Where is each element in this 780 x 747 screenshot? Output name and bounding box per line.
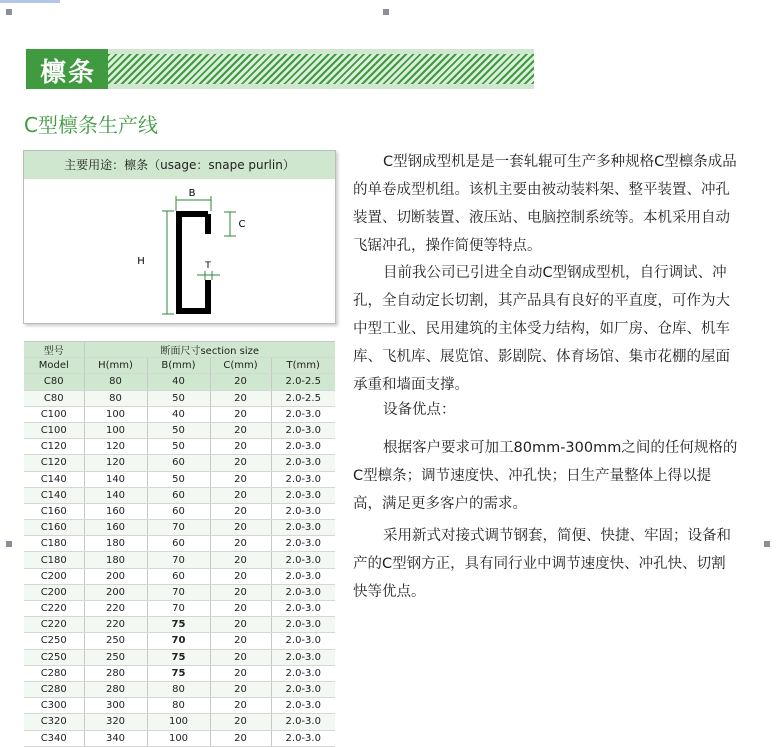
cell-value: 50 <box>147 390 210 406</box>
cell-value: 2.0-2.5 <box>271 374 335 390</box>
cell-value: 320 <box>84 714 147 730</box>
cell-model: C220 <box>24 601 84 617</box>
cell-value: 75 <box>147 649 210 665</box>
cell-model: C80 <box>24 374 84 390</box>
cell-value: 20 <box>210 455 271 471</box>
cell-value: 2.0-3.0 <box>271 552 335 568</box>
cell-model: C200 <box>24 584 84 600</box>
text-line: C型檩条；调节速度快、冲孔快；日生产量整体上得以提 <box>353 468 712 484</box>
cell-value: 20 <box>210 730 271 746</box>
cell-value: 70 <box>147 552 210 568</box>
cell-value: 60 <box>147 503 210 519</box>
cell-value: 2.0-3.0 <box>271 698 335 714</box>
cell-value: 2.0-2.5 <box>271 390 335 406</box>
cell-value: 160 <box>84 520 147 536</box>
cell-value: 20 <box>210 552 271 568</box>
cell-value: 80 <box>84 390 147 406</box>
c-profile-shape <box>179 214 208 311</box>
top-edge-line <box>0 0 60 3</box>
header-col-h: H(mm) <box>84 358 147 374</box>
table-row <box>24 617 335 633</box>
cell-model: C300 <box>24 698 84 714</box>
cell-model: C250 <box>24 649 84 665</box>
cell-value: 250 <box>84 633 147 649</box>
cell-value: 80 <box>147 698 210 714</box>
cell-value: 2.0-3.0 <box>271 503 335 519</box>
cell-value: 140 <box>84 471 147 487</box>
cell-value: 280 <box>84 681 147 697</box>
cell-value: 200 <box>84 568 147 584</box>
cell-value: 280 <box>84 665 147 681</box>
table-row <box>24 471 335 487</box>
cell-value: 20 <box>210 390 271 406</box>
table-row <box>24 422 335 438</box>
cell-model: C320 <box>24 714 84 730</box>
cell-model: C180 <box>24 536 84 552</box>
corner-mark <box>6 541 12 547</box>
cell-value: 50 <box>147 439 210 455</box>
cell-value: 250 <box>84 649 147 665</box>
text-line: 库、飞机库、展览馆、影剧院、体育场馆、集市花棚的屋面 <box>353 349 730 365</box>
cell-value: 2.0-3.0 <box>271 422 335 438</box>
table-row <box>24 568 335 584</box>
cell-value: 220 <box>84 617 147 633</box>
cell-value: 340 <box>84 730 147 746</box>
cell-value: 75 <box>147 617 210 633</box>
cell-value: 20 <box>210 471 271 487</box>
cell-value: 50 <box>147 422 210 438</box>
paragraph-advantage-1 <box>353 434 755 518</box>
cell-value: 2.0-3.0 <box>271 633 335 649</box>
dim-label-t: T <box>205 261 211 271</box>
cell-value: 40 <box>147 406 210 422</box>
cell-value: 2.0-3.0 <box>271 681 335 697</box>
cell-value: 300 <box>84 698 147 714</box>
cell-model: C100 <box>24 406 84 422</box>
cell-value: 2.0-3.0 <box>271 487 335 503</box>
cell-value: 20 <box>210 698 271 714</box>
text-line: 高，满足更多客户的需求。 <box>353 496 527 512</box>
cell-value: 20 <box>210 568 271 584</box>
text-line: 快等优点。 <box>353 584 426 600</box>
cell-value: 20 <box>210 439 271 455</box>
cell-value: 2.0-3.0 <box>271 649 335 665</box>
text-line: 飞锯冲孔，操作简便等特点。 <box>353 238 542 254</box>
cell-model: C120 <box>24 455 84 471</box>
text-line: 产的C型钢方正，具有同行业中调节速度快、冲孔快、切割 <box>353 556 726 572</box>
text-line: 孔，全自动定长切割，其产品具有良好的平直度，可作为大 <box>353 293 730 309</box>
text-line: 设备优点： <box>383 402 456 418</box>
cell-model: C120 <box>24 439 84 455</box>
paragraph-intro <box>353 148 755 260</box>
cell-value: 2.0-3.0 <box>271 406 335 422</box>
cell-value: 20 <box>210 649 271 665</box>
cell-value: 160 <box>84 503 147 519</box>
corner-mark <box>383 9 389 15</box>
cell-model: C280 <box>24 681 84 697</box>
table-row <box>24 730 335 746</box>
cell-value: 60 <box>147 455 210 471</box>
cell-model: C180 <box>24 552 84 568</box>
cell-model: C340 <box>24 730 84 746</box>
dim-label-c: C <box>238 219 246 230</box>
paragraph-advantages-heading <box>353 396 755 424</box>
header-section: 断面尺寸section size <box>84 342 335 358</box>
cell-value: 140 <box>84 487 147 503</box>
corner-mark <box>764 541 770 547</box>
cell-value: 20 <box>210 503 271 519</box>
cell-value: 100 <box>84 406 147 422</box>
cell-model: C100 <box>24 422 84 438</box>
table-row <box>24 714 335 730</box>
cell-value: 120 <box>84 439 147 455</box>
cell-value: 220 <box>84 601 147 617</box>
table-row <box>24 406 335 422</box>
cell-model: C160 <box>24 503 84 519</box>
cell-model: C80 <box>24 390 84 406</box>
text-line: 装置、切断装置、液压站、电脑控制系统等。本机采用自动 <box>353 210 730 226</box>
cell-value: 100 <box>84 422 147 438</box>
header-type: 型号 <box>24 342 84 358</box>
cell-value: 20 <box>210 422 271 438</box>
cell-value: 100 <box>147 714 210 730</box>
cell-value: 2.0-3.0 <box>271 617 335 633</box>
table-row <box>24 601 335 617</box>
cell-model: C140 <box>24 471 84 487</box>
cell-value: 20 <box>210 714 271 730</box>
table-row <box>24 698 335 714</box>
cell-value: 2.0-3.0 <box>271 520 335 536</box>
text-line: 承重和墙面支撑。 <box>353 377 469 393</box>
cell-value: 20 <box>210 487 271 503</box>
cell-value: 80 <box>84 374 147 390</box>
cell-value: 60 <box>147 487 210 503</box>
cell-model: C250 <box>24 633 84 649</box>
cell-value: 20 <box>210 681 271 697</box>
cell-value: 75 <box>147 665 210 681</box>
cell-value: 20 <box>210 536 271 552</box>
header-col-c: C(mm) <box>210 358 271 374</box>
cell-value: 20 <box>210 617 271 633</box>
text-line: 的单卷成型机组。该机主要由被动装料架、整平装置、冲孔 <box>353 182 730 198</box>
text-line: 根据客户要求可加工80mm-300mm之间的任何规格的 <box>383 440 738 456</box>
c-section-diagram <box>24 179 335 323</box>
cell-value: 2.0-3.0 <box>271 584 335 600</box>
section-banner <box>26 49 534 89</box>
cell-value: 20 <box>210 584 271 600</box>
cell-value: 60 <box>147 568 210 584</box>
text-line: 采用新式对接式调节钢套，简便、快捷、牢固；设备和 <box>383 528 731 544</box>
cell-model: C220 <box>24 617 84 633</box>
cell-value: 2.0-3.0 <box>271 455 335 471</box>
header-col-t: T(mm) <box>271 358 335 374</box>
cell-value: 2.0-3.0 <box>271 714 335 730</box>
text-line: C型钢成型机是是一套轧辊可生产多种规格C型檩条成品 <box>383 154 737 170</box>
cell-value: 2.0-3.0 <box>271 439 335 455</box>
page-subtitle: C型檩条生产线 <box>24 113 158 137</box>
cell-value: 20 <box>210 633 271 649</box>
cell-value: 2.0-3.0 <box>271 568 335 584</box>
table-row <box>24 649 335 665</box>
paragraph-advantage-2 <box>353 522 755 606</box>
table-row <box>24 520 335 536</box>
cell-value: 180 <box>84 536 147 552</box>
cell-model: C160 <box>24 520 84 536</box>
cell-value: 60 <box>147 536 210 552</box>
cell-value: 20 <box>210 374 271 390</box>
cell-value: 20 <box>210 601 271 617</box>
table-row <box>24 536 335 552</box>
text-line: 目前我公司已引进全自动C型钢成型机，自行调试、冲 <box>383 265 727 281</box>
dim-label-b: B <box>188 188 196 199</box>
text-line: 中型工业、民用建筑的主体受力结构，如厂房、仓库、机车 <box>353 321 730 337</box>
paragraph-company <box>353 259 755 399</box>
usage-header: 主要用途：檩条（usage：snape purlin） <box>24 151 335 179</box>
cell-value: 120 <box>84 455 147 471</box>
cell-value: 2.0-3.0 <box>271 536 335 552</box>
table-row <box>24 681 335 697</box>
cell-value: 20 <box>210 665 271 681</box>
cell-value: 80 <box>147 681 210 697</box>
header-col-b: B(mm) <box>147 358 210 374</box>
cell-model: C280 <box>24 665 84 681</box>
table-row <box>24 552 335 568</box>
cell-value: 20 <box>210 406 271 422</box>
cell-value: 70 <box>147 633 210 649</box>
table-row <box>24 665 335 681</box>
table-row <box>24 487 335 503</box>
cell-value: 2.0-3.0 <box>271 471 335 487</box>
header-model: Model <box>24 358 84 374</box>
cell-value: 180 <box>84 552 147 568</box>
cell-value: 100 <box>147 730 210 746</box>
cell-value: 70 <box>147 584 210 600</box>
table-row <box>24 374 335 390</box>
table-row <box>24 503 335 519</box>
table-row <box>24 584 335 600</box>
cell-model: C140 <box>24 487 84 503</box>
cell-value: 40 <box>147 374 210 390</box>
table-row <box>24 633 335 649</box>
cell-value: 50 <box>147 471 210 487</box>
cell-value: 2.0-3.0 <box>271 665 335 681</box>
cell-value: 70 <box>147 601 210 617</box>
banner-stripes <box>108 54 534 84</box>
cell-value: 200 <box>84 584 147 600</box>
cell-model: C200 <box>24 568 84 584</box>
cell-value: 70 <box>147 520 210 536</box>
usage-panel <box>23 150 336 324</box>
cell-value: 20 <box>210 520 271 536</box>
table-row <box>24 439 335 455</box>
cell-value: 2.0-3.0 <box>271 730 335 746</box>
corner-mark <box>6 9 12 15</box>
dim-label-h: H <box>137 256 145 267</box>
spec-table <box>24 341 335 747</box>
table-row <box>24 390 335 406</box>
cell-value: 2.0-3.0 <box>271 601 335 617</box>
table-row <box>24 455 335 471</box>
section-title: 檩条 <box>40 58 97 88</box>
